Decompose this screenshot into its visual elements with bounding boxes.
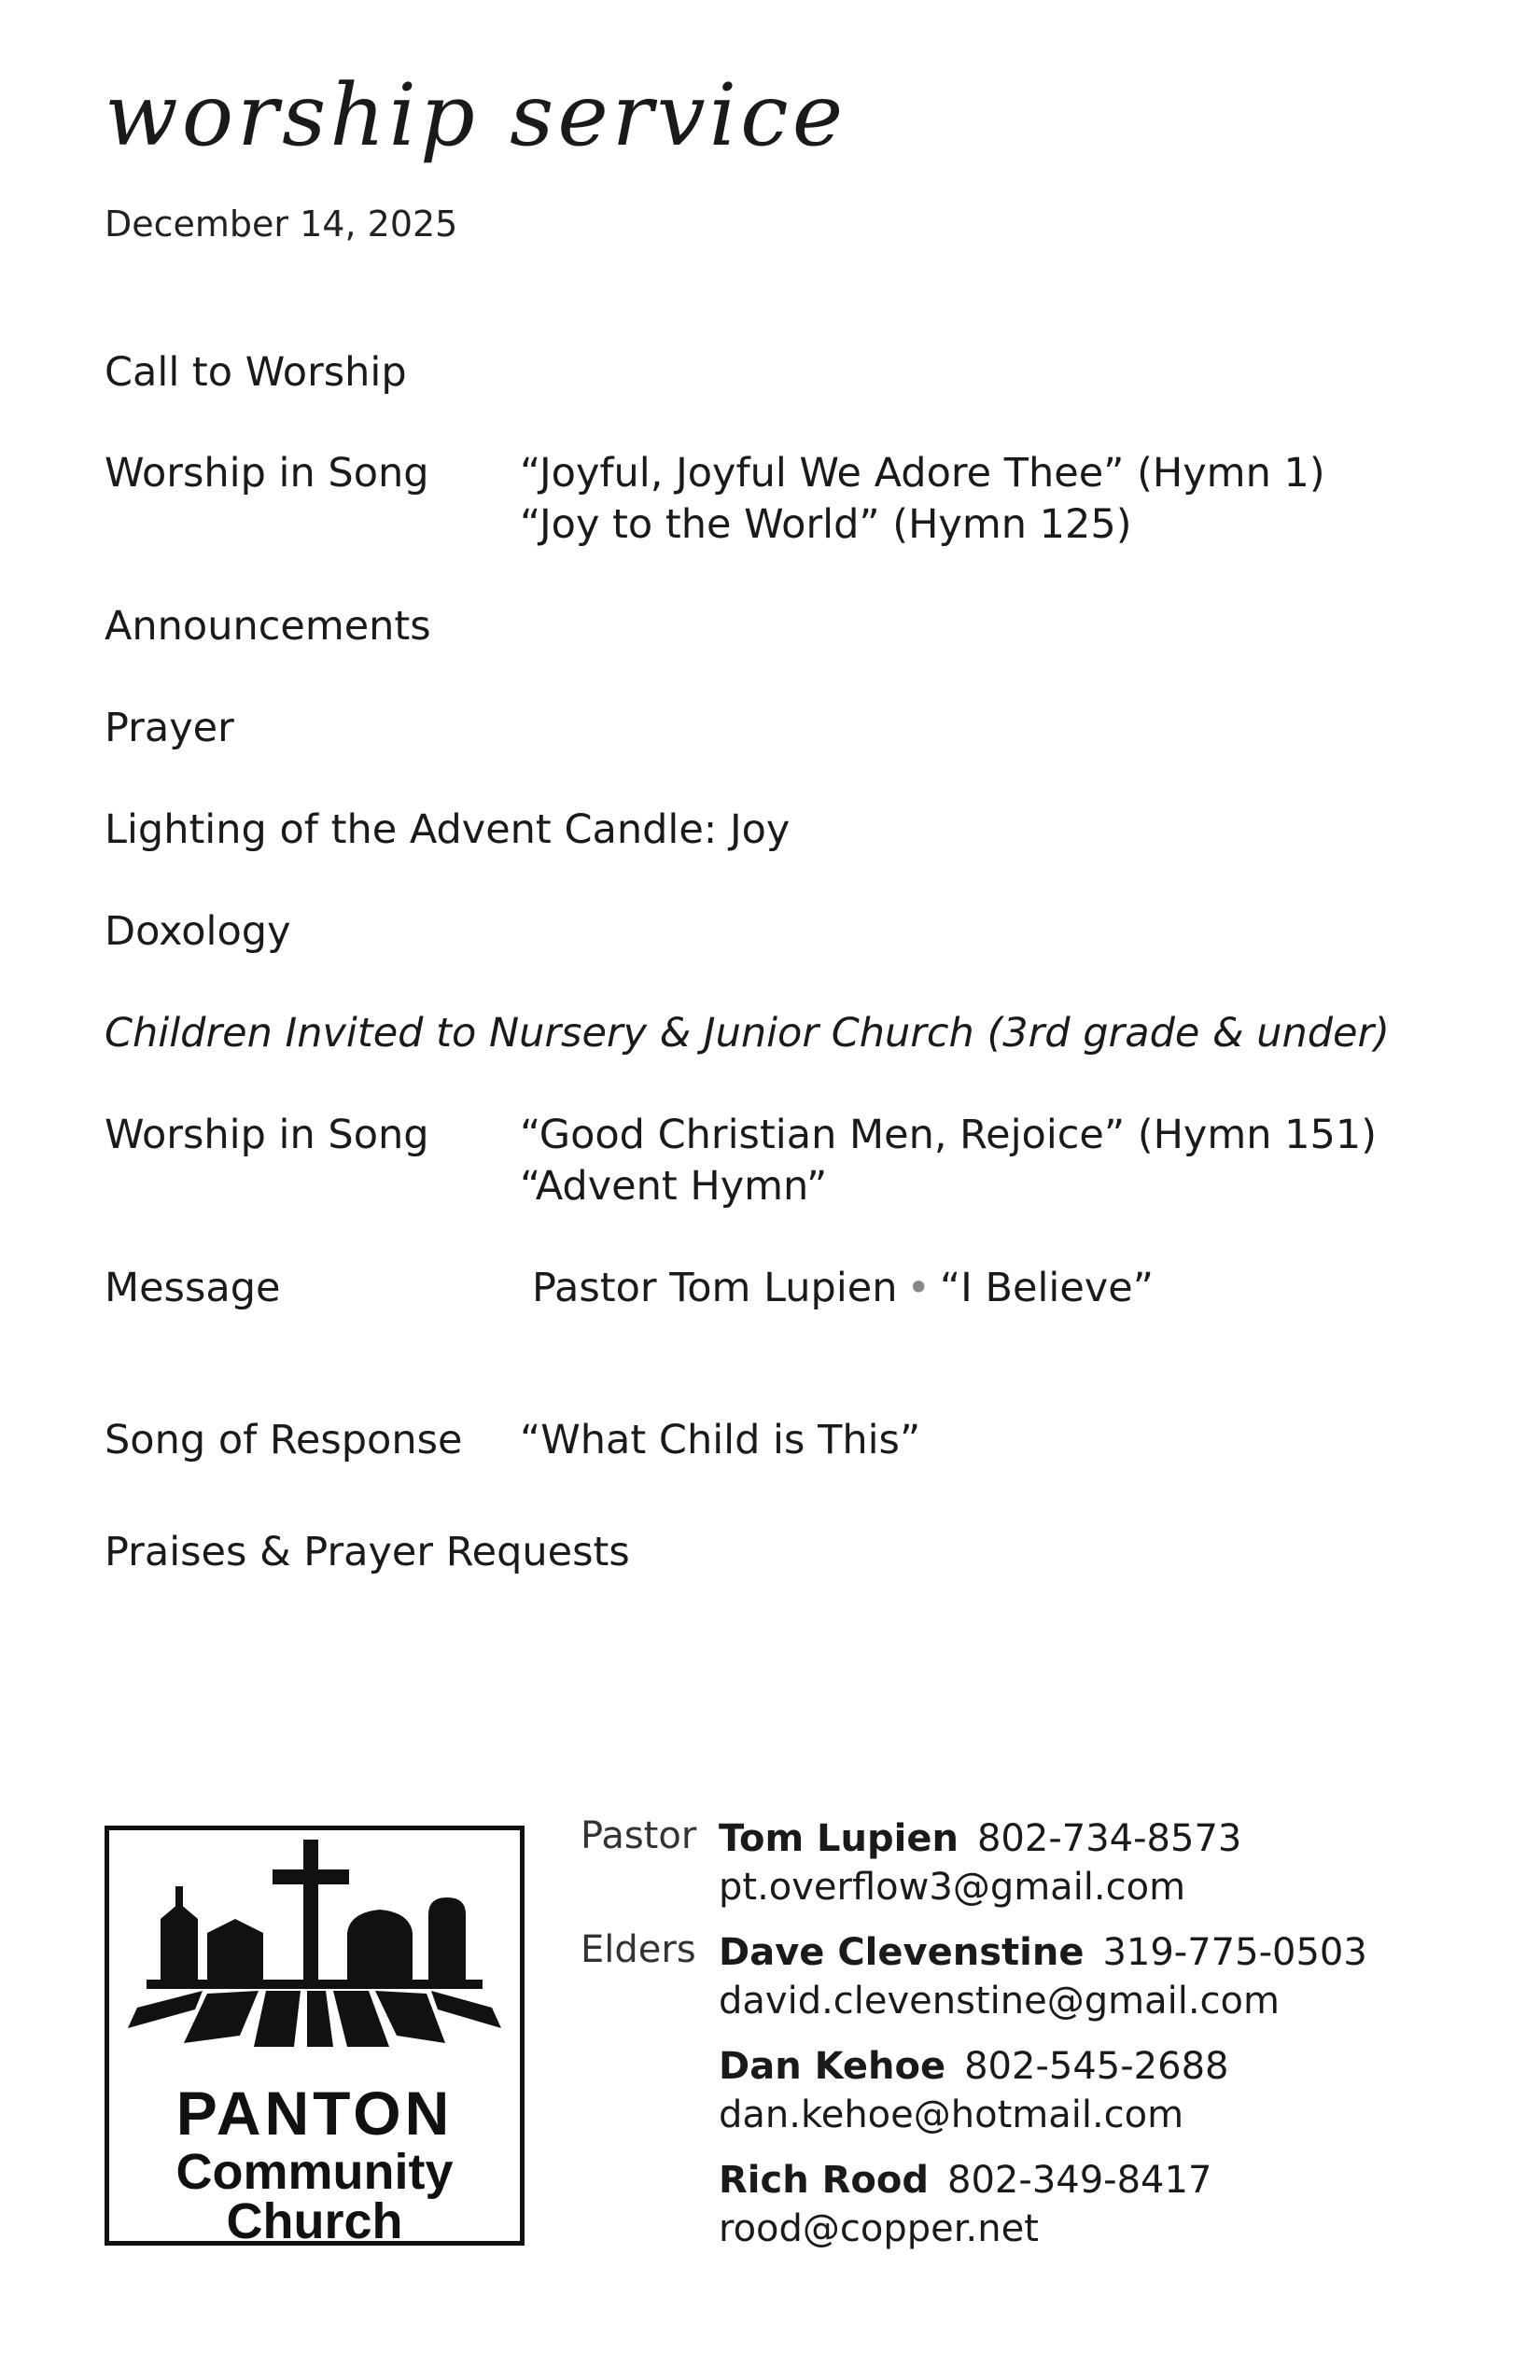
order-item-label: Lighting of the Advent Candle: Joy [105, 806, 791, 853]
order-item-label: Praises & Prayer Requests [105, 1529, 630, 1575]
person-phone: 802-545-2688 [964, 2045, 1229, 2088]
message-title: “I Believe” [939, 1265, 1154, 1311]
order-item-label: Doxology [105, 908, 291, 955]
role-label: Elders [581, 1928, 696, 1971]
song-title: “Joyful, Joyful We Adore Thee” (Hymn 1) [520, 450, 1325, 497]
person-name: Rich Rood [719, 2159, 930, 2202]
person-card [719, 2042, 1228, 2139]
song-title: “What Child is This” [520, 1417, 921, 1463]
person-phone: 802-349-8417 [947, 2159, 1212, 2202]
person-name: Dan Kehoe [719, 2045, 946, 2088]
person-name: Tom Lupien [719, 1817, 959, 1860]
logo-subtitle-2: Church [226, 2193, 403, 2249]
page-title: worship service [105, 65, 847, 165]
song-title: “Advent Hymn” [520, 1163, 828, 1210]
person-name: Dave Clevenstine [719, 1931, 1085, 1974]
person-card [719, 1814, 1241, 1911]
order-item-label: Worship in Song [105, 450, 429, 497]
order-item-label: Children Invited to Nursery & Junior Church (3rd grade & under) [105, 1010, 1390, 1057]
person-phone: 802-734-8573 [976, 1817, 1242, 1860]
church-logo [105, 1826, 525, 2249]
song-list [520, 1415, 920, 1466]
person-card [719, 1928, 1367, 2025]
song-list [520, 1110, 1377, 1212]
order-item-label: Message [105, 1265, 281, 1311]
song-list [520, 448, 1325, 551]
order-item-label: Announcements [105, 603, 431, 650]
order-item-label: Prayer [105, 705, 234, 751]
song-title: “Good Christian Men, Rejoice” (Hymn 151) [520, 1112, 1378, 1158]
message-speaker: Pastor Tom Lupien [532, 1265, 898, 1311]
order-item-label: Call to Worship [105, 349, 407, 396]
person-card [719, 2156, 1211, 2253]
separator-dot: • [906, 1265, 931, 1311]
person-email[interactable]: david.clevenstine@gmail.com [719, 1980, 1280, 2023]
service-date: December 14, 2025 [105, 203, 458, 245]
person-email[interactable]: rood@copper.net [719, 2207, 1039, 2250]
role-label: Pastor [581, 1814, 697, 1857]
logo-name: PANTON [175, 2079, 454, 2148]
order-item-label: Song of Response [105, 1417, 463, 1463]
song-title: “Joy to the World” (Hymn 125) [520, 501, 1132, 548]
message-detail [532, 1263, 1154, 1314]
person-phone: 319-775-0503 [1102, 1931, 1367, 1974]
person-email[interactable]: dan.kehoe@hotmail.com [719, 2093, 1184, 2136]
person-email[interactable]: pt.overflow3@gmail.com [719, 1866, 1186, 1909]
logo-subtitle-1: Community [175, 2144, 454, 2200]
order-item-label: Worship in Song [105, 1112, 429, 1158]
